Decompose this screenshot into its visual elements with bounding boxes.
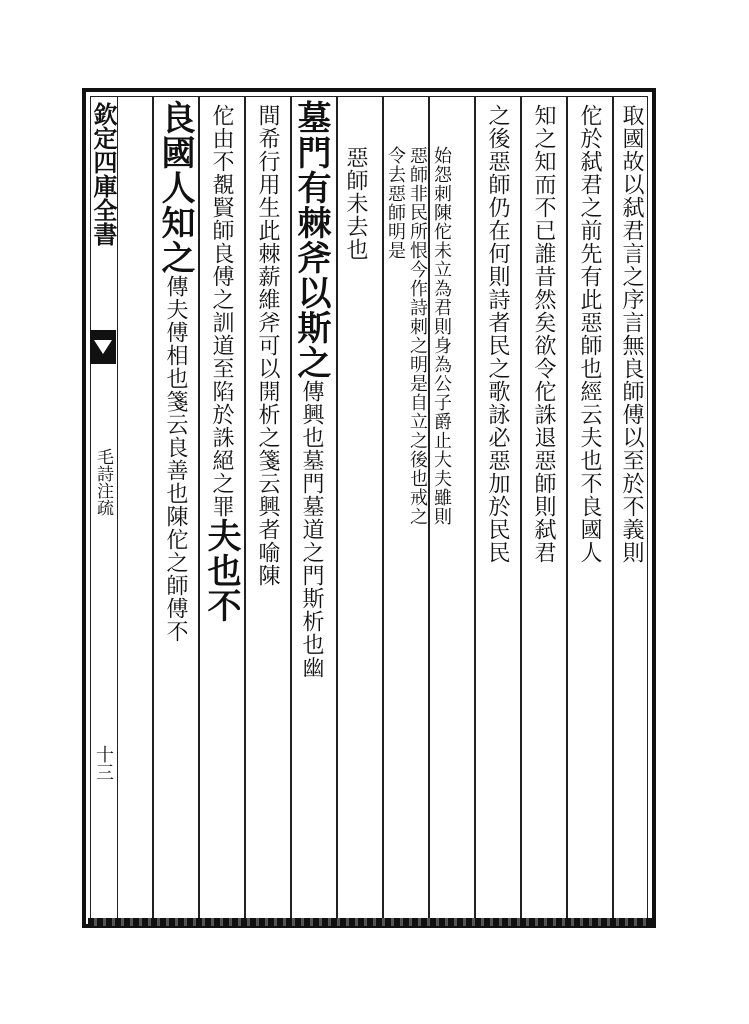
- fish-tail-mark-icon: [90, 330, 116, 364]
- text-column-mixed: [291, 100, 336, 679]
- text-column-mixed: [155, 100, 200, 643]
- text-body: [118, 96, 648, 920]
- collection-title: 欽定四庫全書: [89, 102, 118, 246]
- main-text: 夫也不: [201, 518, 241, 623]
- text-column: 之後惡師仍在何則詩者民之歌詠必惡加於民民: [485, 104, 510, 564]
- column-divider: [612, 96, 614, 920]
- column-divider: [566, 96, 568, 920]
- text-column: 知之知而不已誰昔然矣欲令佗誅退惡師則弑君: [531, 104, 556, 564]
- bottom-decorative-bar: [88, 918, 652, 926]
- text-column: 令去惡師明是: [385, 146, 406, 260]
- text-column: 取國故以弑君言之序言無良師傅以至於不義則: [619, 104, 644, 564]
- text-column: 惡師未去也: [343, 146, 368, 261]
- commentary-text: 傳興也墓門墓道之門斯析也幽: [299, 380, 324, 679]
- text-column: 間希行用生此棘薪維斧可以開析之箋云興者喻陳: [255, 104, 280, 587]
- page-number: 十三: [93, 745, 114, 781]
- column-divider: [474, 96, 476, 920]
- commentary-text: 佗由不覩賢師良傅之訓道至陷於誅絕之罪: [209, 104, 234, 518]
- commentary-text: 傳夫傅相也箋云良善也陳佗之師傅不: [163, 275, 188, 643]
- column-divider: [336, 96, 338, 920]
- text-column: 佗於弑君之前先有此惡師也經云夫也不良國人: [577, 104, 602, 564]
- text-column: 惡師非民所恨今作詩刺之明是自立之後也戒之: [407, 146, 428, 526]
- main-text: 良國人知之: [155, 100, 195, 275]
- text-column-mixed: [201, 104, 246, 623]
- main-text: 墓門有棘斧以斯之: [291, 100, 331, 380]
- column-divider: [520, 96, 522, 920]
- text-column: 始怨刺陳佗未立為君則身為公子爵止大夫雖則: [431, 146, 452, 526]
- book-name: 毛詩注疏: [93, 448, 113, 516]
